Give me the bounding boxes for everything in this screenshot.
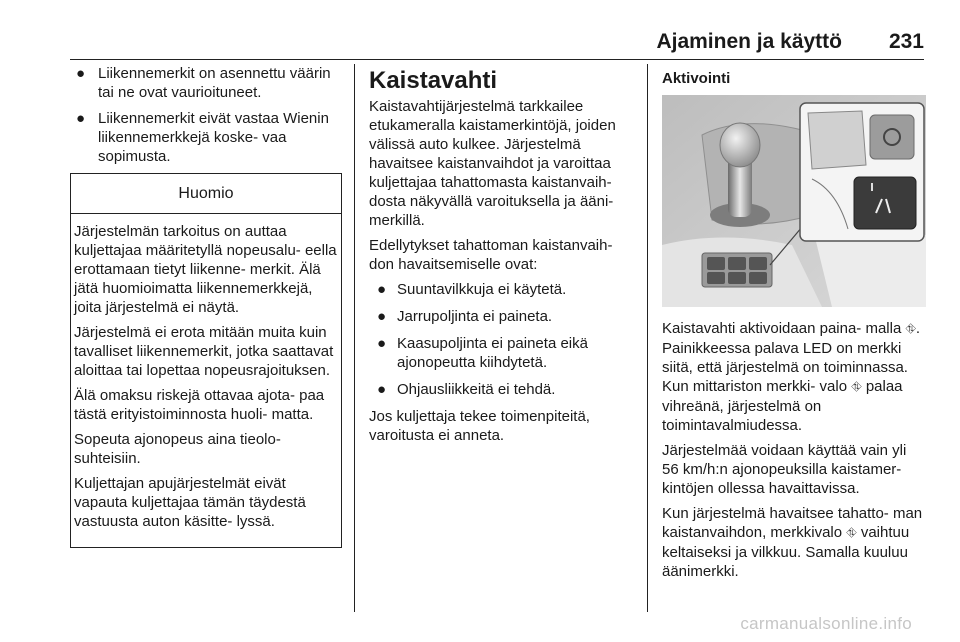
notice-box: [70, 173, 342, 548]
section-title: Ajaminen ja käyttö: [656, 30, 842, 53]
list-item: ● Kaasupoljinta ei paineta eikä ajonopeutta kiihdytetä.: [377, 335, 588, 371]
notice-paragraph: Järjestelmän tarkoitus on auttaa kuljettajaa määritetyllä nopeusalu- eella erottamaan tietyt liikenne- merkit. Älä jätä huomioimatta liikennemerkkejä, joita järjestelmä ei näytä.: [74, 223, 337, 316]
notice-body: [71, 214, 341, 547]
notice-paragraph: Kuljettajan apujärjestelmät eivät vapauta kuljettajaa tämän täydestä vastuusta auton käsitte- lyssä.: [74, 475, 306, 530]
column-divider-1: [354, 64, 355, 612]
column-divider-2: [647, 64, 648, 612]
column-right: [662, 64, 926, 587]
conditions-paragraph: Edellytykset tahattoman kaistanvaih- don havaitsemiselle ovat:: [369, 237, 613, 273]
column-middle: [369, 64, 633, 451]
notice-paragraph: Sopeuta ajonopeus aina tieolo- suhteisiin.: [74, 431, 281, 467]
warning-paragraph: Kun järjestelmä havaitsee tahatto- man kaistanvaihdon, merkkivalo ⛗ vaihtuu keltaiseksi ja vilkkuu. Samalla kuuluu äänimerkki.: [662, 505, 923, 580]
bullet-icon: ●: [377, 335, 387, 352]
column-left: [70, 64, 342, 548]
header-rule: [70, 59, 924, 60]
bullet-icon: ●: [377, 281, 387, 298]
list-item: ● Jarrupoljinta ei paineta.: [377, 308, 553, 325]
watermark: carmanualsonline.info: [740, 614, 912, 633]
closing-paragraph: Jos kuljettaja tekee toimenpiteitä, varoitusta ei anneta.: [369, 408, 590, 444]
bullet-icon: ●: [76, 110, 86, 127]
bullet-list: [70, 64, 342, 166]
page-header: [0, 30, 960, 60]
console-illustration: [662, 95, 926, 307]
speed-paragraph: Järjestelmää voidaan käyttää vain yli 56 km/h:n ajonopeuksilla kaistamer- kintöjen ollessa havaittavissa.: [662, 442, 907, 497]
list-item: ● Liikennemerkit eivät vastaa Wienin liikennemerkkejä koske- vaa sopimusta.: [76, 110, 329, 165]
bullet-icon: ●: [377, 308, 387, 325]
bullet-icon: ●: [377, 381, 387, 398]
notice-paragraph: Älä omaksu riskejä ottavaa ajota- paa tästä erityistoiminnosta huoli- matta.: [74, 387, 325, 423]
intro-paragraph: Kaistavahtijärjestelmä tarkkailee etukameralla kaistamerkintöjä, joiden välissä auto kulkee. Järjestelmä havaitsee kaistanvaihdot ja varoittaa kuljettajaa tahattomasta kaistanvaih- dosta näkyvällä varoituksella ja ääni- merkillä.: [369, 98, 616, 229]
list-item: ● Liikennemerkit on asennettu väärin tai ne ovat vaurioituneet.: [76, 65, 331, 101]
console-drawing: [662, 95, 926, 307]
notice-title: Huomio: [71, 174, 341, 214]
list-item: ● Ohjausliikkeitä ei tehdä.: [377, 381, 556, 398]
bullet-icon: ●: [76, 65, 86, 82]
lane-assist-symbol-icon: ⛗: [905, 322, 916, 337]
notice-paragraph: Järjestelmä ei erota mitään muita kuin tavalliset liikennemerkit, jotka saattavat aloittaa tai lopettaa nopeusrajoituksen.: [74, 324, 334, 379]
page-number: 231: [888, 30, 924, 53]
activation-paragraph: Kaistavahti aktivoidaan paina- malla ⛗. Painikkeessa palava LED on merkki siitä, että järjestelmä on toiminnassa. Kun mittariston merkki- valo ⛗ palaa vihreänä, järjestelmä on toimintavalmiudessa.: [662, 320, 921, 434]
lane-assist-symbol-icon: ⛗: [846, 526, 857, 541]
section-heading: Kaistavahti: [369, 67, 498, 94]
subsection-heading: Aktivointi: [662, 70, 731, 87]
lane-assist-symbol-icon: ⛗: [851, 380, 862, 395]
list-item: ● Suuntavilkkuja ei käytetä.: [377, 281, 567, 298]
conditions-list: [369, 280, 633, 399]
